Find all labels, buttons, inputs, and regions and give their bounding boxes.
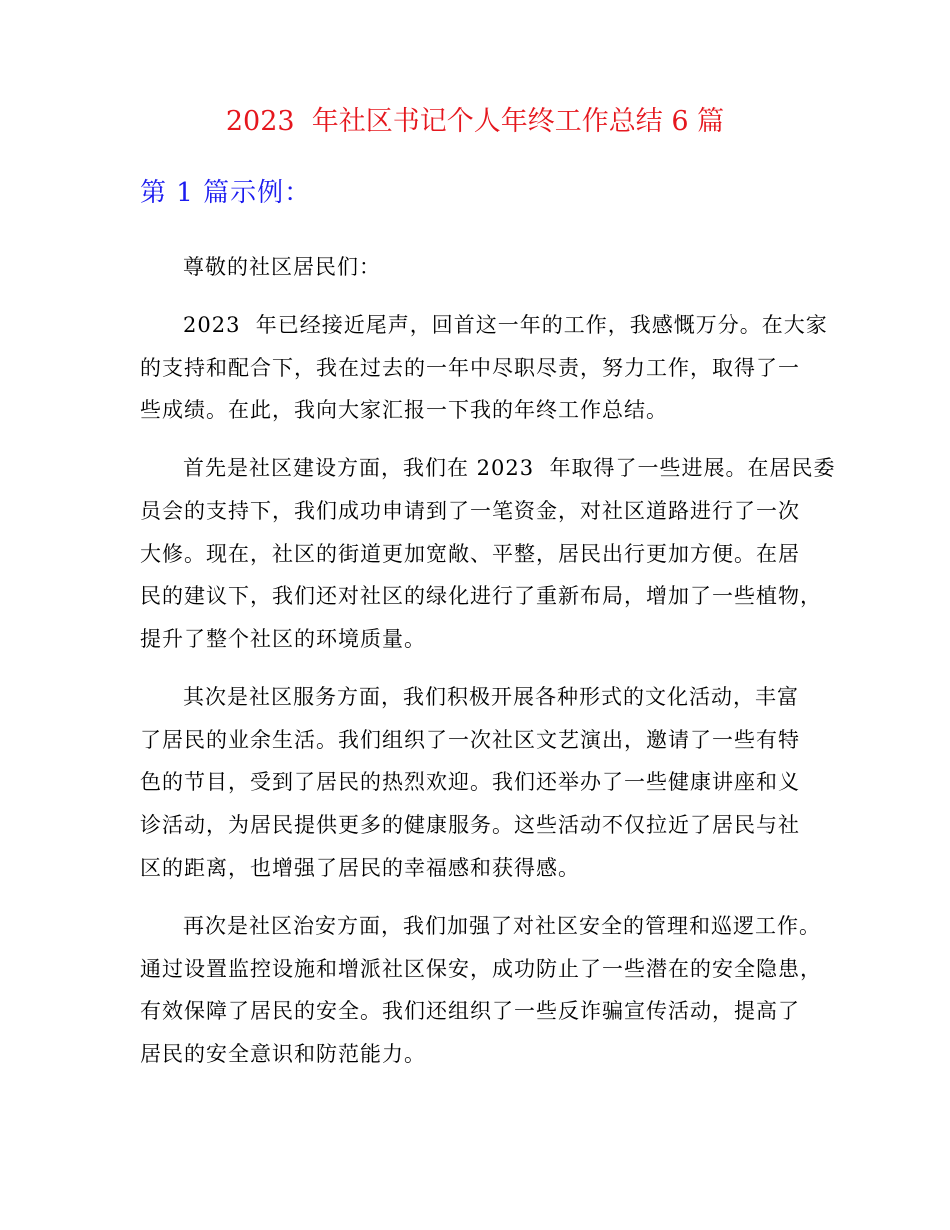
paragraph-line: 通过设置监控设施和增派社区保安，成功防止了一些潜在的安全隐患， xyxy=(140,956,822,981)
greeting-line: 尊敬的社区居民们： xyxy=(183,255,381,279)
paragraph xyxy=(140,304,860,432)
paragraph-line: 色的节目，受到了居民的热烈欢迎。我们还举办了一些健康讲座和义 xyxy=(140,770,800,795)
paragraph xyxy=(140,905,860,1076)
greeting-paragraph xyxy=(140,246,860,289)
paragraph-line: 2023 年已经接近尾声，回首这一年的工作，我感慨万分。在大家 xyxy=(183,312,828,337)
section-heading: 第 1 篇示例： xyxy=(140,178,312,208)
paragraph-line: 居民的安全意识和防范能力。 xyxy=(140,1041,426,1066)
paragraph-line: 诊活动，为居民提供更多的健康服务。这些活动不仅拉近了居民与社 xyxy=(140,813,800,838)
paragraph-line: 其次是社区服务方面，我们积极开展各种形式的文化活动，丰富 xyxy=(183,685,799,710)
paragraph-line: 首先是社区建设方面，我们在 2023 年取得了一些进展。在居民委 xyxy=(183,456,836,481)
paragraph-line: 大修。现在，社区的街道更加宽敞、平整，居民出行更加方便。在居 xyxy=(140,541,800,566)
document-title: 2023 年社区书记个人年终工作总结 6 篇 xyxy=(225,106,725,137)
paragraph-line: 区的距离，也增强了居民的幸福感和获得感。 xyxy=(140,855,580,880)
paragraph xyxy=(140,676,860,889)
paragraph-line: 些成绩。在此，我向大家汇报一下我的年终工作总结。 xyxy=(140,398,668,423)
paragraph xyxy=(140,447,860,660)
paragraph-line: 民的建议下，我们还对社区的绿化进行了重新布局，增加了一些植物， xyxy=(140,584,822,609)
paragraph-line: 有效保障了居民的安全。我们还组织了一些反诈骗宣传活动，提高了 xyxy=(140,999,800,1024)
paragraph-line: 的支持和配合下，我在过去的一年中尽职尽责，努力工作，取得了一 xyxy=(140,355,800,380)
paragraph-line: 再次是社区治安方面，我们加强了对社区安全的管理和巡逻工作。 xyxy=(183,913,821,938)
paragraph-line: 了居民的业余生活。我们组织了一次社区文艺演出，邀请了一些有特 xyxy=(140,727,800,752)
document-body xyxy=(140,246,860,1091)
paragraph-line: 提升了整个社区的环境质量。 xyxy=(140,627,426,652)
paragraph-line: 员会的支持下，我们成功申请到了一笔资金，对社区道路进行了一次 xyxy=(140,499,800,524)
